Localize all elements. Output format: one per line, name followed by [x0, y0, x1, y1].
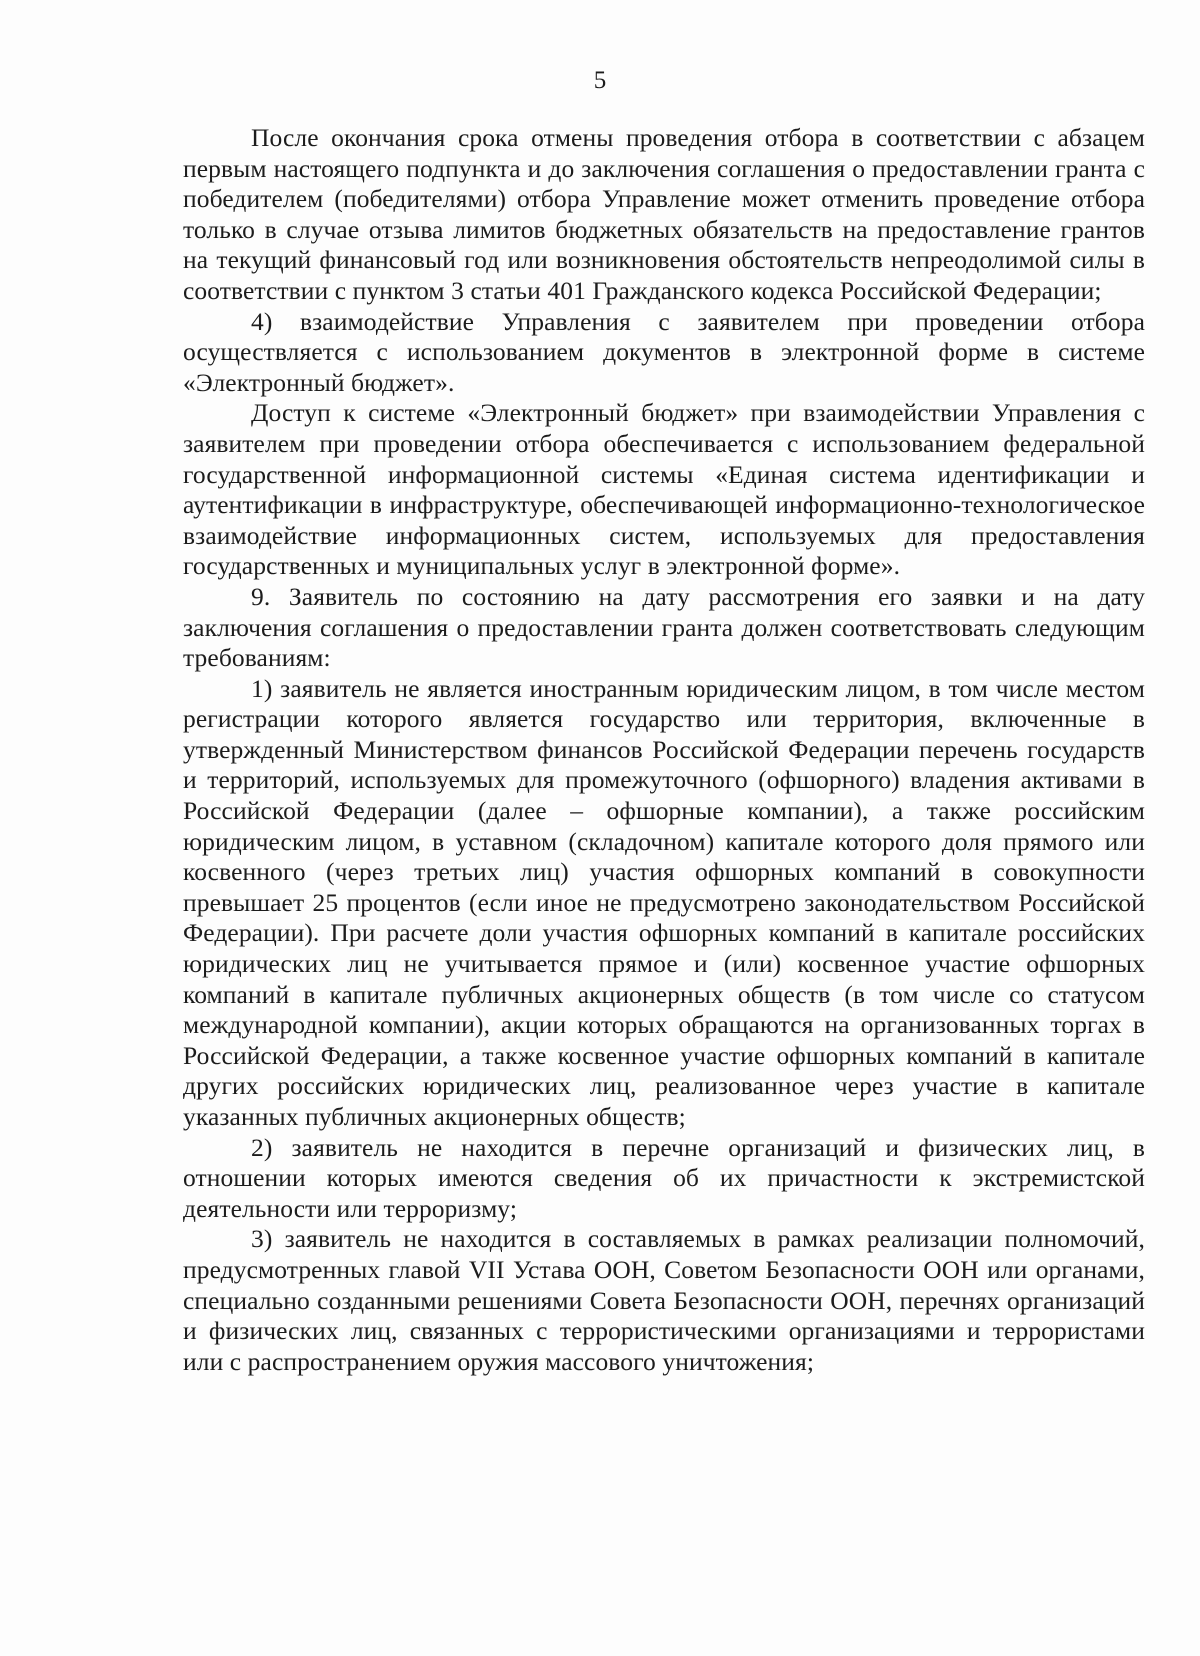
paragraph-section-9-requirements: 9. Заявитель по состоянию на дату рассмотрения его заявки и на дату заключения соглашения о предоставлении гранта должен соответствовать следующим требованиям:	[183, 581, 1145, 673]
paragraph-cancellation-after-deadline: После окончания срока отмены проведения отбора в соответствии с абзацем первым настоящего подпункта и до заключения соглашения о предоставлении гранта с победителем (победителями) отбора Управление может отменить проведение отбора только в случае отзыва лимитов бюджетных обязательств на предоставление грантов на текущий финансовый год или возникновения обстоятельств непреодолимой силы в соответствии с пунктом 3 статьи 401 Гражданского кодекса Российской Федерации;	[183, 123, 1145, 305]
paragraph-requirement-3-un-lists: 3) заявитель не находится в составляемых в рамках реализации полномочий, предусмотренных главой VII Устава ООН, Советом Безопасности ООН или органами, специально созданными решениями Совета Безопасности ООН, перечнях организаций и физических лиц, связанных с террористическими организациями и террористами или с распространением оружия массового уничтожения;	[183, 1224, 1145, 1376]
paragraph-item-4-interaction: 4) взаимодействие Управления с заявителем при проведении отбора осуществляется с использованием документов в электронной форме в системе «Электронный бюджет».	[183, 306, 1145, 397]
page-number: 5	[593, 67, 607, 94]
paragraph-requirement-2-extremism: 2) заявитель не находится в перечне организаций и физических лиц, в отношении которых имеются сведения об их причастности к экстремистской деятельности или терроризму;	[183, 1132, 1145, 1223]
paragraph-requirement-1-offshore: 1) заявитель не является иностранным юридическим лицом, в том числе местом регистрации которого является государство или территория, включенные в утвержденный Министерством финансов Российской Федерации перечень государств и территорий, используемых для промежуточного (офшорного) владения активами в Российской Федерации (далее – офшорные компании), а также российским юридическим лицом, в уставном (складочном) капитале которого доля прямого или косвенного (через третьих лиц) участия офшорных компаний в совокупности превышает 25 процентов (если иное не предусмотрено законодательством Российской Федерации). При расчете доли участия офшорных компаний в капитале российских юридических лиц не учитывается прямое и (или) косвенное участие офшорных компаний в капитале публичных акционерных обществ (в том числе со статусом международной компании), акции которых обращаются на организованных торгах в Российской Федерации, а также косвенное участие офшорных компаний в капитале других российских юридических лиц, реализованное через участие в капитале указанных публичных акционерных обществ;	[183, 673, 1145, 1131]
paragraph-system-access: Доступ к системе «Электронный бюджет» при взаимодействии Управления с заявителем при проведении отбора обеспечивается с использованием федеральной государственной информационной системы «Единая система идентификации и аутентификации в инфраструктуре, обеспечивающей информационно-технологическое взаимодействие информационных систем, используемых для предоставления государственных и муниципальных услуг в электронной форме».	[183, 398, 1145, 581]
document-body	[183, 123, 1145, 1377]
